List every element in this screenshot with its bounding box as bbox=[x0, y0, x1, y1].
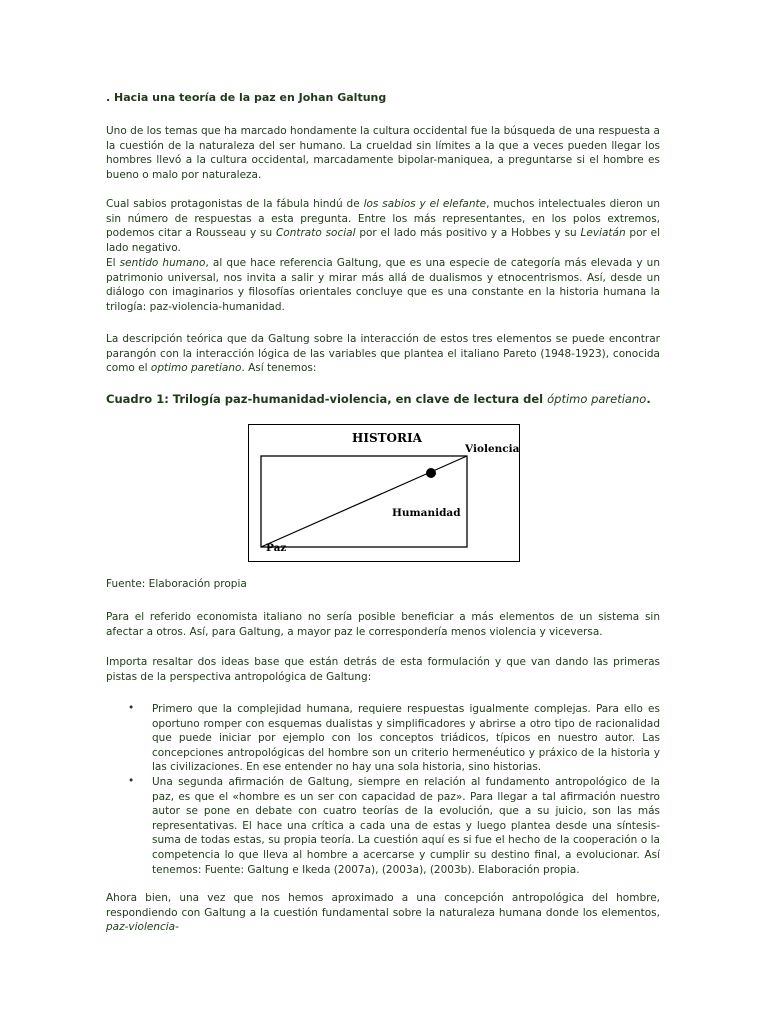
list-item bbox=[106, 775, 660, 877]
trilogy-figure bbox=[248, 424, 520, 562]
caption-italic: óptimo paretiano bbox=[547, 392, 647, 406]
caption-text-a: Cuadro 1: Trilogía paz-humanidad-violencia, en clave de lectura del bbox=[106, 392, 548, 406]
label-violencia: Violencia bbox=[465, 443, 519, 455]
paragraph-3 bbox=[106, 256, 660, 314]
bullet-list bbox=[106, 702, 660, 877]
paragraph-6: Importa resaltar dos ideas base que están detrás de esta formulación y que van dando las primeras pistas de la perspectiva antropológica de Galtung: bbox=[106, 656, 660, 683]
bullet-dot: • bbox=[128, 774, 135, 787]
paragraph-2-italic-leviatan: Leviatán bbox=[580, 227, 626, 240]
figure-caption bbox=[106, 392, 651, 407]
paragraph-2 bbox=[106, 197, 660, 255]
paragraph-1: Uno de los temas que ha marcado hondamente la cultura occidental fue la búsqueda de una respuesta a la cuestión de la naturaleza del ser humano. La crueldad sin límites a la que a veces pueden llegar los hombres llevó a la cultura occidental, marcadamente bipolar-maniquea, a preguntarse si el hombre es bueno o malo por naturaleza. bbox=[106, 125, 660, 181]
list-item-text: Primero que la complejidad humana, requiere respuestas igualmente complejas. Para ello es oportuno romper con esquemas dualistas y simplificadores y abrirse a otro tipo de racionalidad que puede iniciar por ejemplo con los conceptos triádicos, típicos en nuestro autor. Las concepciones antropológicas del hombre son un criterio hermenéutico y práxico de la historia y las civilizaciones. En ese entender no hay una sola historia, sino historias. bbox=[152, 703, 660, 774]
paragraph-2-italic-contrato: Contrato social bbox=[275, 227, 356, 240]
paragraph-4-text-c: . Así tenemos: bbox=[241, 362, 317, 375]
paragraph-7-text-a: Ahora bien, una vez que nos hemos aproximado a una concepción antropológica del hombre, respondiendo con Galtung a la cuestión fundamental sobre la naturaleza humana donde los elementos, bbox=[106, 892, 660, 919]
paragraph-5: Para el referido economista italiano no sería posible beneficiar a más elementos de un sistema sin afectar a otros. Así, para Galtung, a mayor paz le correspondería menos violencia y viceversa. bbox=[106, 611, 660, 638]
equilibrium-point bbox=[426, 468, 436, 478]
diagonal-line bbox=[261, 456, 467, 547]
figure-source: Fuente: Elaboración propia bbox=[106, 578, 247, 590]
paragraph-2-italic-fable: los sabios y el elefante bbox=[363, 198, 487, 210]
paragraph-2-text-c: , muchos intelectuales dieron un sin número de respuestas a esta pregunta. Entre los más representantes, en los polos extremos, podemos citar a Rousseau y su bbox=[106, 198, 660, 240]
paragraph-2-text-a: Cual sabios protagonistas de la fábula hindú de bbox=[106, 198, 364, 210]
paragraph-2-text-g: por el lado negativo. bbox=[106, 227, 661, 254]
paragraph-7-italic: paz-violencia- bbox=[106, 921, 179, 934]
paragraph-2-text-e: por el lado más positivo y a Hobbes y su bbox=[355, 227, 581, 240]
paragraph-3-text-c: , al que hace referencia Galtung, que es una especie de categoría más elevada y un patrimonio universal, nos invita a salir y mirar más allá de dualismos y etnocentrismos. Así, desde un diálogo con imaginarios y filosofías orientales concluye que es una constante en la historia humana la trilogía: paz-violencia-humanidad. bbox=[106, 257, 660, 313]
label-paz: Paz bbox=[266, 542, 287, 554]
list-item bbox=[106, 702, 660, 775]
paragraph-4 bbox=[106, 332, 660, 376]
bullet-dot: • bbox=[128, 702, 135, 714]
paragraph-4-italic-optimo: optimo paretiano bbox=[150, 362, 242, 375]
list-item-text: Una segunda afirmación de Galtung, siempre en relación al fundamento antropológico de la paz, es que el «hombre es un ser con capacidad de paz». Para llegar a tal afirmación nuestro autor se pone en debate con cuatro teorías de la evolución, que a su juicio, son las más representativas. El hace una crítica a cada una de estas y luego plantea desde una síntesis-suma de todas estas, su propia teoría. La cuestión aquí es si fue el hecho de la cooperación o la competencia lo que lleva al hombre a acercarse y cumplir su destino final, a evolucionar. Así tenemos: Fuente: Galtung e Ikeda (2007a), (2003a), (2003b). Elaboración propia. bbox=[152, 775, 660, 876]
paragraph-4-text-a: La descripción teórica que da Galtung sobre la interacción de estos tres elementos se puede encontrar parangón con la interacción lógica de las variables que plantea el italiano Pareto (1948-1923), conocida como el bbox=[106, 333, 660, 375]
label-historia: HISTORIA bbox=[352, 431, 422, 445]
paragraph-7 bbox=[106, 891, 660, 935]
label-humanidad: Humanidad bbox=[392, 507, 461, 519]
caption-text-c: . bbox=[646, 392, 651, 406]
trilogy-diagram bbox=[249, 425, 519, 561]
paragraph-3-text-a: El bbox=[106, 257, 120, 269]
paragraph-3-italic-sentido: sentido humano bbox=[119, 257, 206, 269]
section-title: . Hacia una teoría de la paz en Johan Galtung bbox=[106, 91, 387, 104]
